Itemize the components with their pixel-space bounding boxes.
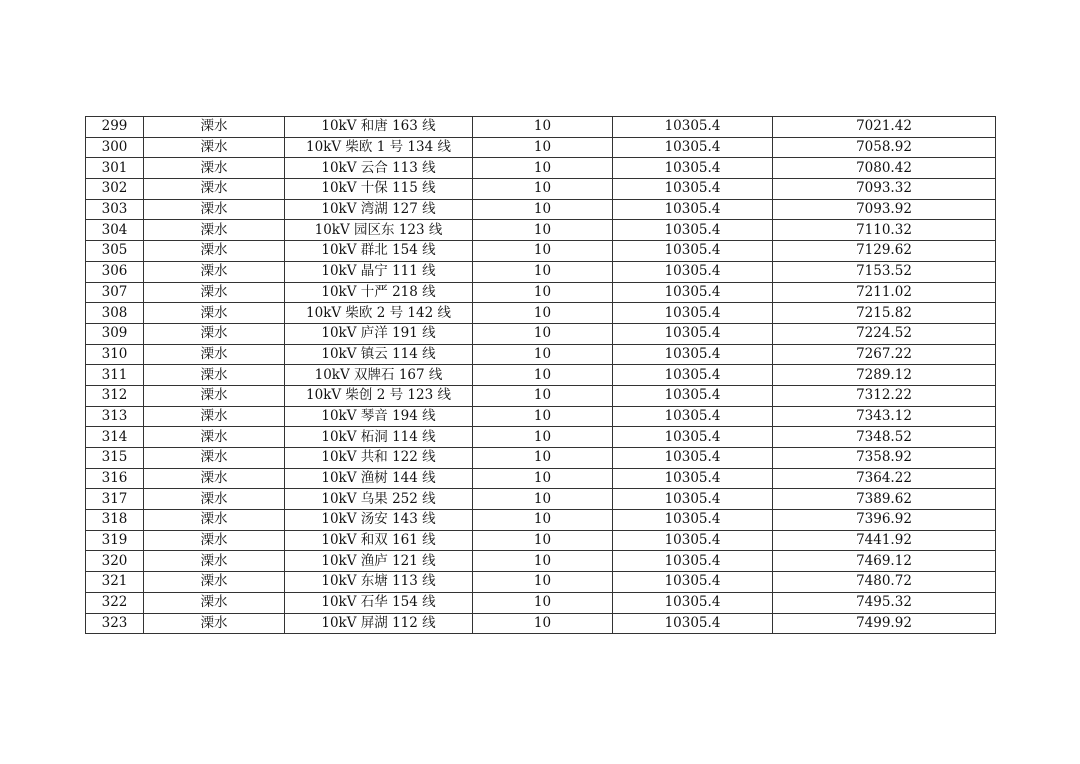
value-cell: 7093.92 xyxy=(773,199,996,220)
capacity-cell: 10305.4 xyxy=(613,303,773,324)
voltage-cell: 10 xyxy=(473,199,613,220)
table-row xyxy=(86,323,996,344)
table-row xyxy=(86,448,996,469)
voltage-cell: 10 xyxy=(473,427,613,448)
feeder-line-cell: 10kV 庐洋 191 线 xyxy=(285,323,473,344)
table-row xyxy=(86,179,996,200)
voltage-cell: 10 xyxy=(473,220,613,241)
feeder-line-cell: 10kV 东塘 113 线 xyxy=(285,572,473,593)
row-number-cell: 303 xyxy=(86,199,144,220)
voltage-cell: 10 xyxy=(473,592,613,613)
value-cell: 7358.92 xyxy=(773,448,996,469)
value-cell: 7389.62 xyxy=(773,489,996,510)
table-row xyxy=(86,613,996,634)
district-cell: 溧水 xyxy=(144,303,285,324)
table-row xyxy=(86,137,996,158)
voltage-cell: 10 xyxy=(473,468,613,489)
capacity-cell: 10305.4 xyxy=(613,613,773,634)
district-cell: 溧水 xyxy=(144,117,285,138)
row-number-cell: 311 xyxy=(86,365,144,386)
district-cell: 溧水 xyxy=(144,592,285,613)
table-row xyxy=(86,427,996,448)
capacity-cell: 10305.4 xyxy=(613,344,773,365)
voltage-cell: 10 xyxy=(473,158,613,179)
capacity-cell: 10305.4 xyxy=(613,365,773,386)
capacity-cell: 10305.4 xyxy=(613,427,773,448)
row-number-cell: 321 xyxy=(86,572,144,593)
voltage-cell: 10 xyxy=(473,241,613,262)
value-cell: 7080.42 xyxy=(773,158,996,179)
row-number-cell: 317 xyxy=(86,489,144,510)
district-cell: 溧水 xyxy=(144,448,285,469)
value-cell: 7396.92 xyxy=(773,510,996,531)
value-cell: 7469.12 xyxy=(773,551,996,572)
table-body xyxy=(86,117,996,634)
voltage-cell: 10 xyxy=(473,489,613,510)
voltage-cell: 10 xyxy=(473,385,613,406)
table-row xyxy=(86,551,996,572)
capacity-cell: 10305.4 xyxy=(613,406,773,427)
row-number-cell: 307 xyxy=(86,282,144,303)
district-cell: 溧水 xyxy=(144,323,285,344)
feeder-line-cell: 10kV 汤安 143 线 xyxy=(285,510,473,531)
district-cell: 溧水 xyxy=(144,282,285,303)
table-row xyxy=(86,468,996,489)
voltage-cell: 10 xyxy=(473,137,613,158)
data-table xyxy=(85,116,996,634)
value-cell: 7495.32 xyxy=(773,592,996,613)
row-number-cell: 323 xyxy=(86,613,144,634)
feeder-line-cell: 10kV 云合 113 线 xyxy=(285,158,473,179)
value-cell: 7343.12 xyxy=(773,406,996,427)
value-cell: 7312.22 xyxy=(773,385,996,406)
voltage-cell: 10 xyxy=(473,530,613,551)
district-cell: 溧水 xyxy=(144,427,285,448)
table-row xyxy=(86,592,996,613)
row-number-cell: 299 xyxy=(86,117,144,138)
district-cell: 溧水 xyxy=(144,199,285,220)
table-row xyxy=(86,572,996,593)
feeder-line-cell: 10kV 柴欧 1 号 134 线 xyxy=(285,137,473,158)
feeder-line-cell: 10kV 石华 154 线 xyxy=(285,592,473,613)
district-cell: 溧水 xyxy=(144,385,285,406)
district-cell: 溧水 xyxy=(144,406,285,427)
row-number-cell: 304 xyxy=(86,220,144,241)
row-number-cell: 313 xyxy=(86,406,144,427)
row-number-cell: 312 xyxy=(86,385,144,406)
row-number-cell: 305 xyxy=(86,241,144,262)
feeder-line-cell: 10kV 十保 115 线 xyxy=(285,179,473,200)
capacity-cell: 10305.4 xyxy=(613,592,773,613)
table-row xyxy=(86,530,996,551)
capacity-cell: 10305.4 xyxy=(613,137,773,158)
row-number-cell: 306 xyxy=(86,261,144,282)
voltage-cell: 10 xyxy=(473,344,613,365)
voltage-cell: 10 xyxy=(473,323,613,344)
value-cell: 7129.62 xyxy=(773,241,996,262)
feeder-line-cell: 10kV 镇云 114 线 xyxy=(285,344,473,365)
district-cell: 溧水 xyxy=(144,530,285,551)
row-number-cell: 309 xyxy=(86,323,144,344)
value-cell: 7058.92 xyxy=(773,137,996,158)
capacity-cell: 10305.4 xyxy=(613,261,773,282)
district-cell: 溧水 xyxy=(144,468,285,489)
row-number-cell: 315 xyxy=(86,448,144,469)
district-cell: 溧水 xyxy=(144,551,285,572)
feeder-line-cell: 10kV 柴欧 2 号 142 线 xyxy=(285,303,473,324)
voltage-cell: 10 xyxy=(473,261,613,282)
feeder-line-cell: 10kV 群北 154 线 xyxy=(285,241,473,262)
feeder-line-cell: 10kV 晶宁 111 线 xyxy=(285,261,473,282)
row-number-cell: 322 xyxy=(86,592,144,613)
capacity-cell: 10305.4 xyxy=(613,448,773,469)
value-cell: 7215.82 xyxy=(773,303,996,324)
feeder-line-cell: 10kV 琴音 194 线 xyxy=(285,406,473,427)
row-number-cell: 310 xyxy=(86,344,144,365)
feeder-line-cell: 10kV 湾湖 127 线 xyxy=(285,199,473,220)
table-row xyxy=(86,344,996,365)
feeder-line-cell: 10kV 十严 218 线 xyxy=(285,282,473,303)
row-number-cell: 308 xyxy=(86,303,144,324)
value-cell: 7021.42 xyxy=(773,117,996,138)
voltage-cell: 10 xyxy=(473,303,613,324)
row-number-cell: 314 xyxy=(86,427,144,448)
table-row xyxy=(86,385,996,406)
feeder-line-cell: 10kV 园区东 123 线 xyxy=(285,220,473,241)
capacity-cell: 10305.4 xyxy=(613,117,773,138)
voltage-cell: 10 xyxy=(473,613,613,634)
value-cell: 7480.72 xyxy=(773,572,996,593)
district-cell: 溧水 xyxy=(144,261,285,282)
district-cell: 溧水 xyxy=(144,137,285,158)
feeder-line-cell: 10kV 双牌石 167 线 xyxy=(285,365,473,386)
table-row xyxy=(86,158,996,179)
table-row xyxy=(86,489,996,510)
feeder-line-cell: 10kV 和双 161 线 xyxy=(285,530,473,551)
voltage-cell: 10 xyxy=(473,448,613,469)
value-cell: 7110.32 xyxy=(773,220,996,241)
value-cell: 7224.52 xyxy=(773,323,996,344)
voltage-cell: 10 xyxy=(473,179,613,200)
row-number-cell: 319 xyxy=(86,530,144,551)
capacity-cell: 10305.4 xyxy=(613,510,773,531)
capacity-cell: 10305.4 xyxy=(613,468,773,489)
value-cell: 7093.32 xyxy=(773,179,996,200)
table-row xyxy=(86,220,996,241)
row-number-cell: 300 xyxy=(86,137,144,158)
value-cell: 7364.22 xyxy=(773,468,996,489)
row-number-cell: 318 xyxy=(86,510,144,531)
value-cell: 7441.92 xyxy=(773,530,996,551)
district-cell: 溧水 xyxy=(144,179,285,200)
table-row xyxy=(86,282,996,303)
capacity-cell: 10305.4 xyxy=(613,220,773,241)
value-cell: 7348.52 xyxy=(773,427,996,448)
table-row xyxy=(86,117,996,138)
value-cell: 7153.52 xyxy=(773,261,996,282)
voltage-cell: 10 xyxy=(473,117,613,138)
feeder-line-cell: 10kV 共和 122 线 xyxy=(285,448,473,469)
district-cell: 溧水 xyxy=(144,241,285,262)
capacity-cell: 10305.4 xyxy=(613,241,773,262)
feeder-line-cell: 10kV 柴创 2 号 123 线 xyxy=(285,385,473,406)
table-row xyxy=(86,406,996,427)
table-row xyxy=(86,510,996,531)
feeder-line-cell: 10kV 乌果 252 线 xyxy=(285,489,473,510)
district-cell: 溧水 xyxy=(144,220,285,241)
table-row xyxy=(86,241,996,262)
value-cell: 7499.92 xyxy=(773,613,996,634)
table-row xyxy=(86,261,996,282)
capacity-cell: 10305.4 xyxy=(613,572,773,593)
feeder-line-cell: 10kV 渔庐 121 线 xyxy=(285,551,473,572)
district-cell: 溧水 xyxy=(144,613,285,634)
feeder-line-cell: 10kV 屏湖 112 线 xyxy=(285,613,473,634)
capacity-cell: 10305.4 xyxy=(613,385,773,406)
voltage-cell: 10 xyxy=(473,510,613,531)
row-number-cell: 316 xyxy=(86,468,144,489)
voltage-cell: 10 xyxy=(473,365,613,386)
table-row xyxy=(86,365,996,386)
voltage-cell: 10 xyxy=(473,406,613,427)
capacity-cell: 10305.4 xyxy=(613,179,773,200)
capacity-cell: 10305.4 xyxy=(613,489,773,510)
table-row xyxy=(86,199,996,220)
district-cell: 溧水 xyxy=(144,572,285,593)
feeder-line-cell: 10kV 渔树 144 线 xyxy=(285,468,473,489)
capacity-cell: 10305.4 xyxy=(613,282,773,303)
district-cell: 溧水 xyxy=(144,510,285,531)
feeder-line-cell: 10kV 和唐 163 线 xyxy=(285,117,473,138)
capacity-cell: 10305.4 xyxy=(613,530,773,551)
capacity-cell: 10305.4 xyxy=(613,551,773,572)
district-cell: 溧水 xyxy=(144,365,285,386)
capacity-cell: 10305.4 xyxy=(613,323,773,344)
district-cell: 溧水 xyxy=(144,158,285,179)
capacity-cell: 10305.4 xyxy=(613,199,773,220)
value-cell: 7267.22 xyxy=(773,344,996,365)
district-cell: 溧水 xyxy=(144,344,285,365)
capacity-cell: 10305.4 xyxy=(613,158,773,179)
value-cell: 7289.12 xyxy=(773,365,996,386)
row-number-cell: 302 xyxy=(86,179,144,200)
value-cell: 7211.02 xyxy=(773,282,996,303)
voltage-cell: 10 xyxy=(473,551,613,572)
row-number-cell: 320 xyxy=(86,551,144,572)
row-number-cell: 301 xyxy=(86,158,144,179)
voltage-cell: 10 xyxy=(473,572,613,593)
district-cell: 溧水 xyxy=(144,489,285,510)
feeder-line-cell: 10kV 柘洞 114 线 xyxy=(285,427,473,448)
voltage-cell: 10 xyxy=(473,282,613,303)
table-row xyxy=(86,303,996,324)
